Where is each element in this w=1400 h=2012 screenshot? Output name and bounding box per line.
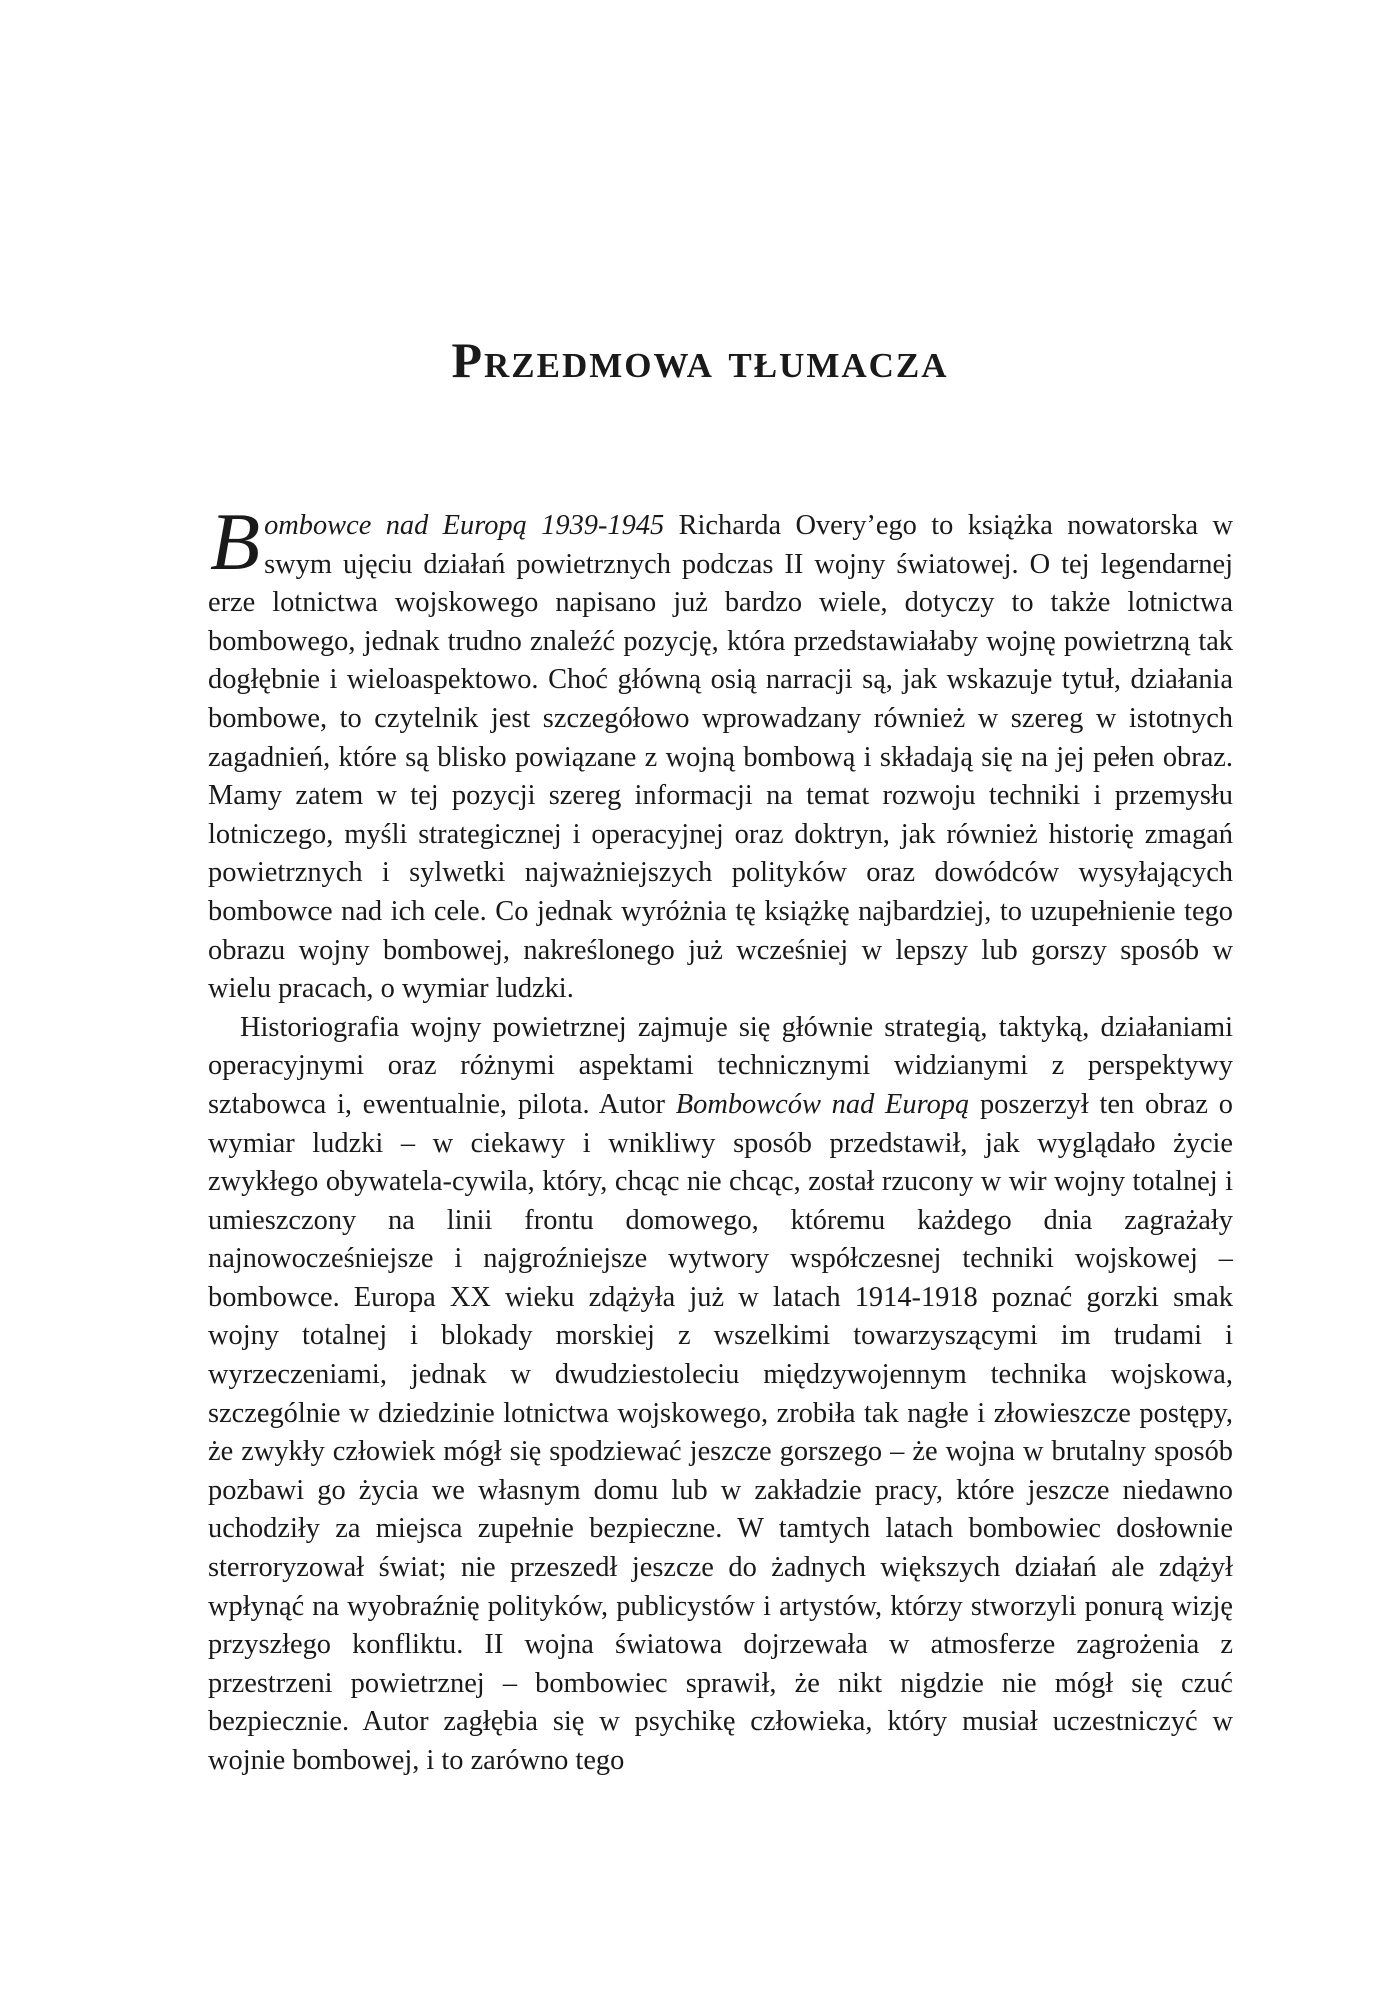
paragraph-2-text-before: Historiografia wojny powietrznej zajmuje się głównie strategią, taktyką, działaniami operacyjnymi oraz różnymi aspektami technicznymi widzianymi z perspektywy sztabowca i, ewentualnie, pilota. Autor [208, 1011, 1233, 1120]
body-text [208, 496, 1234, 1781]
paragraph-2 [208, 1009, 1233, 1781]
paragraph-2-italic-title: Bombowców nad Europą [675, 1088, 970, 1120]
chapter-title: Przedmowa tłumacza [451, 332, 949, 388]
paragraph-1 [208, 496, 1234, 1009]
drop-cap: B [210, 496, 261, 587]
book-title-italic: ombowce nad Europą 1939-1945 [264, 510, 665, 541]
paragraph-2-text-after: poszerzył ten obraz o wymiar ludzki – w ciekawy i wnikliwy sposób przedstawił, jak wyglądało życie zwykłego obywatela-cywila, który, chcąc nie chcąc, został rzucony w wir wojny totalnej i umieszczony na linii frontu domowego, któremu każdego dnia zagrażały najnowocześniejsze i najgroźniejsze wytwory współczesnej techniki wojskowej – bombowce. Europa XX wieku zdążyła już w latach 1914-1918 poznać gorzki smak wojny totalnej i blokady morskiej z wszelkimi towarzyszącymi im trudami i wyrzeczeniami, jednak w dwudziestoleciu międzywojennym technika wojskowa, szczególnie w dziedzinie lotnictwa wojskowego, zrobiła tak nagłe i złowieszcze postępy, że zwykły człowiek mógł się spodziewać jeszcze gorszego – że wojna w brutalny sposób pozbawi go życia we własnym domu lub w zakładzie pracy, które jeszcze niedawno uchodziły za miejsca zupełnie bezpieczne. W tamtych latach bombowiec dosłownie sterroryzował świat; nie przeszedł jeszcze do żadnych większych działań ale zdążył wpłynąć na wyobraźnię polityków, publicystów i artystów, którzy stworzyli ponurą wizję przyszłego konfliktu. II wojna światowa dojrzewała w atmosferze zagrożenia z przestrzeni powietrznej – bombowiec sprawił, że nikt nigdzie nie mógł się czuć bezpiecznie. Autor zagłębia się w psychikę człowieka, który musiał uczestniczyć w wojnie bombowej, i to zarówno tego [208, 1088, 1233, 1776]
paragraph-1-text: Richarda Overy’ego to książka nowatorska w swym ujęciu działań powietrznych podczas II wojny światowej. O tej legendarnej erze lotnictwa wojskowego napisano już bardzo wiele, dotyczy to także lotnictwa bombowego, jednak trudno znaleźć pozycję, która przedstawiałaby wojnę powietrzną tak dogłębnie i wieloaspektowo. Choć główną osią narracji są, jak wskazuje tytuł, działania bombowe, to czytelnik jest szczegółowo wprowadzany również w szereg w istotnych zagadnień, które są blisko powiązane z wojną bombową i składają się na jej pełen obraz. Mamy zatem w tej pozycji szereg informacji na temat rozwoju techniki i przemysłu lotniczego, myśli strategicznej i operacyjnej oraz doktryn, jak również historię zmagań powietrznych i sylwetki najważniejszych polityków oraz dowódców wysyłających bombowce nad ich cele. Co jednak wyróżnia tę książkę najbardziej, to uzupełnienie tego obrazu wojny bombowej, nakreślonego już wcześniej w lepszy lub gorszy sposób w wielu pracach, o wymiar ludzki. [208, 510, 1234, 1005]
